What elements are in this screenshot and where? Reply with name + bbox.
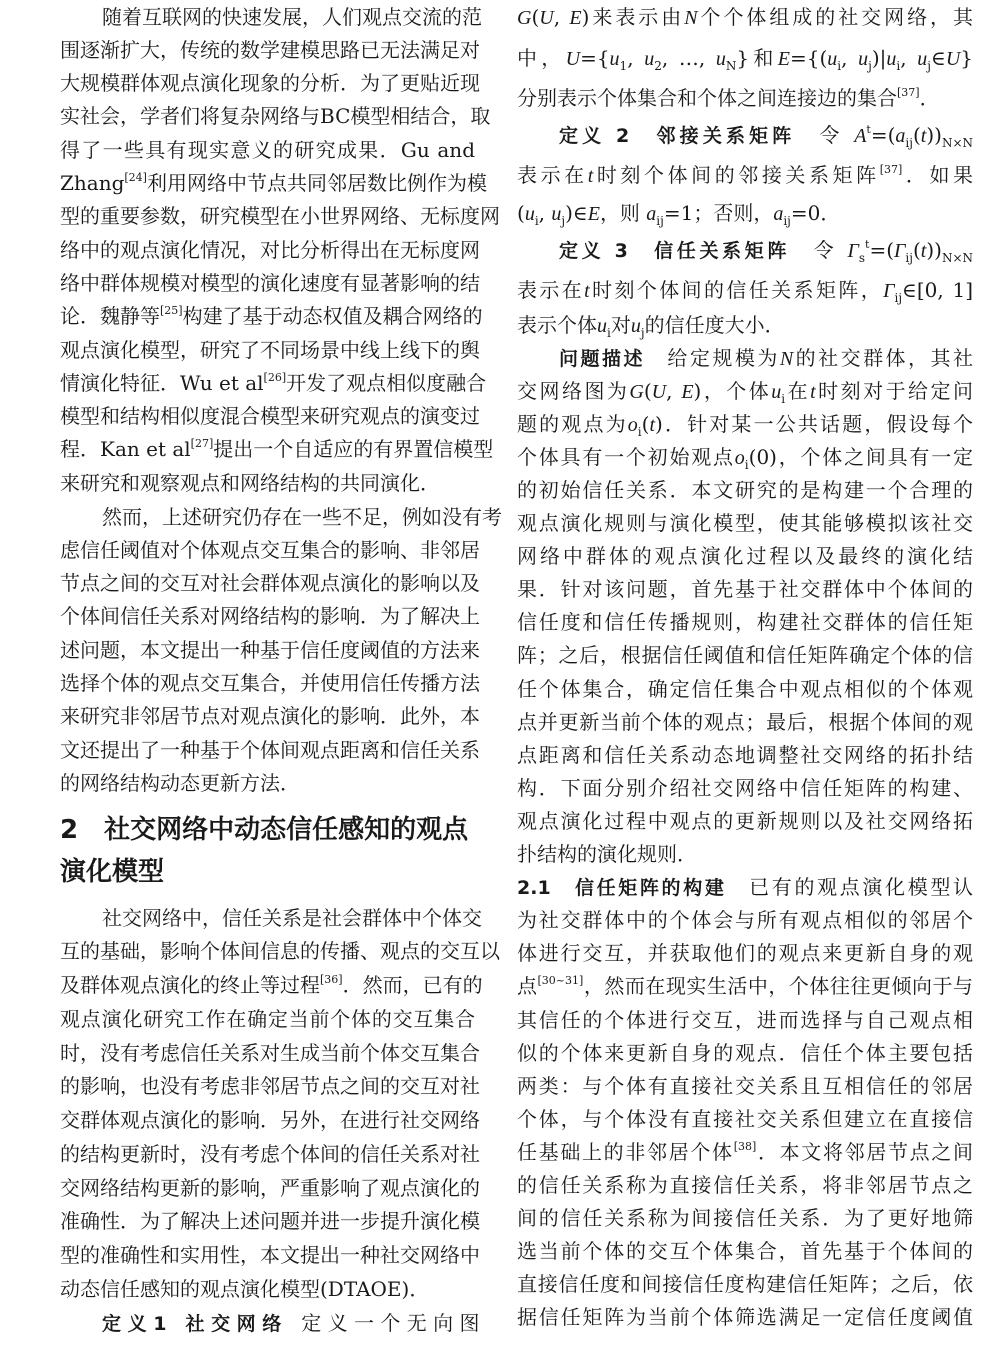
math-variable: N: [684, 6, 698, 29]
citation-superscript: [24]: [124, 171, 147, 184]
math-variable: u: [551, 202, 562, 225]
subscript: j: [640, 325, 645, 340]
section-2-1-line: 选当前个体的交互个体集合，首先基于个体间的: [517, 1239, 973, 1264]
section-2-1-line: 其信任的个体进行交互，进而选择与自己观点相: [517, 1007, 973, 1032]
paragraph-section2-line: 交网络结构更新的影响，严重影响了观点演化的: [60, 1175, 480, 1200]
section-2-1-line: 为社交群体中的个体会与所有观点相似的邻居个: [517, 908, 973, 933]
problem-description-line: 个体具有一个初始观点$o_i(0)$，个体之间具有一定: [517, 444, 973, 472]
paragraph-intro-line: 实社会，学者们将复杂网络与BC模型相结合，取: [60, 104, 491, 129]
problem-description-line: 观点演化规则与演化模型，使其能够模拟该社交: [517, 511, 973, 535]
definition-2-line: ($u_i$, $u_j)\in E$，则 $a_{ij}=1$；否则，$a_{ij}=0$．: [517, 200, 841, 228]
paragraph-shortcomings-line: 文还提出了一种基于个体间观点距离和信任关系: [60, 737, 480, 762]
subscript: i: [837, 58, 842, 73]
paragraph-section2-line: 及群体观点演化的终止等过程[36]．然而，已有的: [60, 973, 483, 997]
paragraph-section2-line: 的结构更新时，没有考虑个体间的信任关系对社: [60, 1141, 480, 1166]
problem-description-line: 交网络图为G(U, E)，个体$u_i$在t时刻对于给定问: [517, 378, 974, 406]
paragraph-shortcomings-line: 的网络结构动态更新方法．: [60, 770, 300, 795]
citation-superscript: [36]: [320, 973, 343, 986]
citation-superscript: [30~31]: [537, 974, 584, 988]
subscript: i: [781, 391, 786, 406]
paragraph-section2-line: 观点演化研究工作在确定当前个体的交互集合: [60, 1006, 475, 1031]
math-variable: t: [587, 164, 594, 187]
problem-description-line: 点并更新当前个体的观点；最后，根据个体间的观: [517, 709, 973, 734]
paragraph-intro-line: 模型和结构相似度混合模型来研究观点的演变过: [60, 404, 480, 429]
subscript: N×N: [941, 250, 973, 265]
bold-label: 定义 2 邻接关系矩阵: [559, 124, 796, 147]
problem-description-line: 问题描述 给定规模为N的社交群体，其社: [559, 345, 973, 370]
math-variable: E: [681, 380, 694, 403]
math-variable: u: [886, 47, 897, 70]
citation-superscript: [26]: [263, 370, 287, 384]
math-variable: a: [895, 124, 906, 147]
citation-superscript: [37]: [879, 162, 903, 176]
problem-description-line: 题的观点为$o_i(t)$．针对某一公共话题，假设每个: [517, 411, 973, 439]
math-variable: u: [917, 47, 928, 70]
math-variable: u: [630, 314, 641, 337]
bold-label: 2.1 信任矩阵的构建: [517, 877, 727, 900]
definition-1-cont-line: 分别表示个体集合和个体之间连接边的集合[37]．: [517, 85, 940, 110]
math-variable: o: [627, 413, 638, 436]
paragraph-shortcomings-line: 节点之间的交互对社会群体观点演化的影响以及: [60, 571, 480, 596]
citation-superscript: [25]: [160, 304, 183, 318]
paragraph-shortcomings-line: 述问题，本文提出一种基于信任度阈值的方法来: [60, 637, 480, 662]
subscript: s: [858, 250, 866, 265]
paragraph-section2-line: 交群体观点演化的影响．另外，在进行社交网络: [60, 1108, 480, 1132]
subscript: ij: [783, 213, 791, 228]
definition-3-line: 表示个体$u_i$对$u_j$的信任度大小．: [517, 312, 785, 340]
math-variable: u: [597, 314, 607, 337]
paragraph-intro-line: Zhang[24]利用网络中节点共同邻居数比例作为模: [60, 171, 487, 195]
math-variable: t: [920, 239, 927, 262]
problem-description-line: 网络中群体的观点演化过程以及最终的演化结: [517, 544, 973, 569]
section-heading-line: 演化模型: [60, 857, 165, 887]
math-variable: u: [827, 47, 838, 70]
paragraph-intro-line: 随着互联网的快速发展，人们观点交流的范: [102, 4, 482, 29]
paragraph-shortcomings-line: 个体间信任关系对网络结构的影响．为了解决上: [60, 604, 480, 629]
bold-label: 定义 3 信任关系矩阵: [559, 239, 791, 262]
section-2-1-line: 似的个体来更新自身的观点．信任个体主要包括: [517, 1040, 973, 1065]
paragraph-intro-line: 络中的观点演化情况，对比分析得出在无标度网: [60, 237, 480, 262]
section-2-1-line: 点[30~31]，然而在现实生活中，个体往往更倾向于与: [517, 974, 974, 999]
section-2-1-line: 任基础上的非邻居个体[38]．本文将邻居节点之间: [517, 1139, 973, 1164]
math-variable: N: [779, 347, 794, 370]
citation-superscript: t: [866, 122, 871, 136]
math-variable: t: [920, 124, 927, 147]
section-heading-line: 2 社交网络中动态信任感知的观点: [60, 815, 469, 845]
math-variable: U: [539, 6, 554, 29]
subscript: ij: [905, 250, 913, 265]
paragraph-shortcomings-line: 来研究非邻居节点对观点演化的影响．此外，本: [60, 704, 480, 729]
math-variable: t: [810, 380, 816, 403]
definition-1-cont-line: 中，$U=\{u_1$, $u_2$, …, $u_N$}和$E=\{(u_i$, $u_j)|u_i$, $u_j\in U$}: [517, 45, 974, 73]
problem-description-line: 构．下面分别介绍社交网络中信任矩阵的构建、: [517, 775, 973, 800]
problem-description-line: 信任度和信任传播规则，构建社交群体的信任矩: [517, 610, 973, 635]
paragraph-intro-line: 围逐渐扩大，传统的数学建模思路已无法满足对: [60, 37, 480, 62]
math-variable: u: [715, 47, 726, 70]
paragraph-section2-line: 社交网络中，信任关系是社会群体中个体交: [102, 905, 482, 930]
math-variable: A: [854, 124, 867, 147]
paragraph-section2-line: 的影响，也没有考虑非邻居节点之间的交互对社: [60, 1074, 480, 1099]
problem-description-line: 阵；之后，根据信任阈值和信任矩阵确定个体的信: [517, 643, 973, 668]
math-variable: U: [565, 47, 581, 70]
problem-description-line: 观点演化过程中观点的更新规则以及社交网络拓: [517, 808, 973, 833]
math-variable: u: [644, 47, 655, 70]
section-2-1-line: 据信任矩阵为当前个体筛选满足一定信任度阈值: [517, 1305, 973, 1330]
math-variable: u: [771, 380, 782, 403]
subscript: j: [561, 213, 566, 228]
math-variable: E: [587, 202, 600, 225]
paragraph-intro-line: 来研究和观察观点和网络结构的共同演化．: [60, 470, 440, 495]
math-variable: Γ: [894, 239, 906, 262]
paragraph-intro-line: 络中群体规模对模型的演化速度有显著影响的结: [60, 270, 480, 295]
paragraph-intro-line: 得了一些具有现实意义的研究成果．Gu and: [60, 137, 475, 162]
math-variable: U: [945, 47, 961, 70]
problem-description-line: 扑结构的演化规则．: [517, 842, 697, 866]
subscript: ij: [905, 135, 913, 150]
problem-description-line: 果．针对该问题，首先基于社交群体中个体间的: [517, 577, 973, 602]
math-variable: G: [629, 380, 644, 403]
subscript: N: [725, 58, 737, 73]
paragraph-shortcomings-line: 选择个体的观点交互集合，并使用信任传播方法: [60, 671, 480, 695]
citation-superscript: [27]: [190, 437, 214, 451]
math-variable: t: [649, 413, 655, 436]
math-variable: Γ: [847, 239, 859, 262]
section-2-1-line: 两类：与个体有直接社交关系且互相信任的邻居: [517, 1073, 973, 1098]
math-variable: t: [584, 279, 590, 302]
math-variable: E: [777, 47, 790, 70]
definition-1-cont-line: G(U, E)来表示由N个个体组成的社交网络，其: [517, 4, 973, 29]
section-2-1-line: 2.1 信任矩阵的构建 已有的观点演化模型认: [517, 875, 973, 900]
paragraph-intro-line: 程．Kan et al[27]提出一个自适应的有界置信模型: [60, 437, 494, 462]
paragraph-intro-line: 情演化特征．Wu et al[26]开发了观点相似度融合: [60, 370, 487, 395]
paragraph-section2-line: 准确性．为了解决上述问题并进一步提升演化模: [60, 1209, 480, 1234]
problem-description-line: 任个体集合，确定信任集合中观点相似的个体观: [517, 676, 973, 701]
subscript: j: [868, 58, 872, 73]
subscript: i: [744, 457, 749, 472]
math-variable: a: [773, 202, 784, 225]
paragraph-section2-line: 型的准确性和实用性，本文提出一种社交网络中: [60, 1243, 480, 1267]
math-variable: Γ: [883, 279, 895, 302]
citation-superscript: [38]: [733, 1139, 757, 1153]
subscript: ij: [894, 290, 903, 305]
math-variable: u: [858, 47, 869, 70]
paragraph-intro-line: 大规模群体观点演化现象的分析．为了更贴近现: [60, 71, 480, 96]
section-2-1-line: 的信任关系称为直接信任关系，将非邻居节点之: [517, 1173, 973, 1197]
math-variable: a: [646, 202, 657, 225]
math-variable: o: [734, 446, 745, 469]
paragraph-shortcomings-line: 然而，上述研究仍存在一些不足，例如没有考: [102, 504, 502, 529]
subscript: 1: [619, 58, 628, 73]
math-variable: u: [609, 47, 620, 70]
math-variable: u: [524, 202, 535, 225]
section-2-1-line: 直接信任度和间接信任度构建信任矩阵；之后，依: [517, 1272, 973, 1297]
problem-description-line: 点距离和信任关系动态地调整社交网络的拓扑结: [517, 742, 973, 767]
paragraph-intro-line: 观点演化模型，研究了不同场景中线上线下的舆: [60, 337, 480, 362]
subscript: i: [534, 213, 539, 228]
citation-superscript: [37]: [897, 85, 920, 99]
paragraph-section2-line: 互的基础，影响个体间信息的传播、观点的交互以: [60, 939, 500, 964]
problem-description-line: 的初始信任关系．本文研究的是构建一个合理的: [517, 477, 973, 502]
subscript: i: [637, 424, 642, 439]
definition-2-line: 表示在t时刻个体间的邻接关系矩阵[37]．如果: [517, 162, 974, 187]
math-variable: E: [569, 6, 582, 29]
subscript: ij: [656, 213, 664, 228]
definition-2-line: 定义 2 邻接关系矩阵 令 $A^t=(a_{ij}(t))_{N\times N}$: [559, 122, 974, 150]
definition-3-line: 表示在t时刻个体间的信任关系矩阵，$\Gamma_{ij}\in[0$, 1]: [517, 277, 974, 305]
paragraph-shortcomings-line: 虑信任阈值对个体观点交互集合的影响、非邻居: [60, 537, 480, 562]
math-variable: U: [651, 380, 667, 403]
paragraph-section2-line: 动态信任感知的观点演化模型(DTAOE)．: [60, 1276, 430, 1301]
subscript: N×N: [941, 135, 974, 150]
subscript: i: [896, 58, 901, 73]
section-2-1-line: 间的信任关系称为间接信任关系．为了更好地筛: [517, 1206, 973, 1231]
subscript: j: [927, 58, 932, 73]
definition-3-line: 定义 3 信任关系矩阵 令 $\Gamma_s^t=(\Gamma_{ij}(t))_{N\times N}$: [559, 237, 973, 265]
definition-1-line: 定 义 1 社 交 网 络 定 义 一 个 无 向 图: [102, 1310, 480, 1335]
paragraph-intro-line: 论．魏静等[25]构建了基于动态权值及耦合网络的: [60, 304, 483, 329]
math-variable: G: [517, 6, 532, 29]
subscript: 2: [654, 58, 662, 73]
bold-label: 定 义 1 社 交 网 络: [102, 1312, 282, 1335]
paragraph-section2-line: 时，没有考虑信任关系对生成当前个体交互集合: [60, 1040, 480, 1065]
paragraph-intro-line: 型的重要参数，研究模型在小世界网络、无标度网: [60, 204, 500, 229]
subscript: i: [607, 325, 611, 340]
citation-superscript: t: [865, 237, 870, 251]
section-2-1-line: 个体，与个体没有直接社交关系但建立在直接信: [517, 1106, 973, 1131]
bold-label: 问题描述: [559, 347, 645, 370]
section-2-1-line: 体进行交互，并获取他们的观点来更新自身的观: [517, 941, 973, 966]
